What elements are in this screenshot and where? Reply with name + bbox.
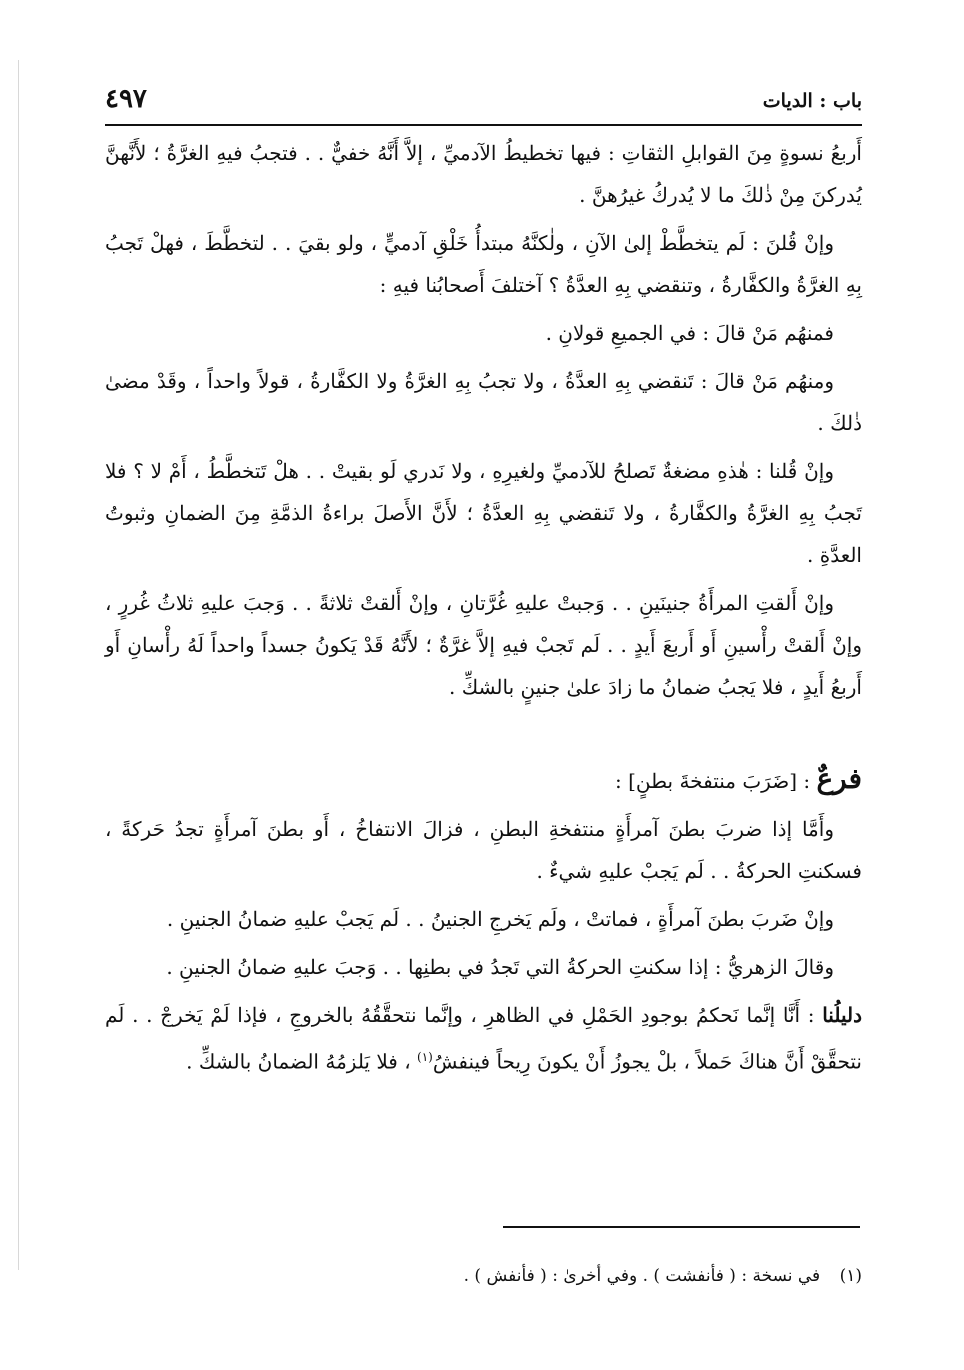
page-header	[105, 84, 862, 120]
page-number: ٤٩٧	[105, 84, 147, 114]
page-edge-line	[18, 60, 19, 1270]
paragraph-10-text-b: ، فلا يَلزمُهُ الضمانُ بالشكِّ .	[186, 1049, 418, 1074]
footnote-reference[interactable]: (١)	[417, 1050, 433, 1064]
paragraph-5: وإنْ قُلنا : هٰذهِ مضغةٌ تَصلحُ للآدميِّ ولغيرِهِ ، ولا نَدري لَو بقيتْ . . هلْ تَتخطَّطُ ، أَمْ لا ؟ فلا تَجبُ بِهِ الغرَّةُ والكفَّارةُ ، ولا تَنقضي بِهِ العدَّةُ ؛ لأَنَّ الأَصلَ براءةُ الذمَّةِ مِنَ الضمانِ وثبوتُ العدَّةِ .	[105, 459, 862, 567]
paragraph-6: وإنْ أَلقتِ المرأَةُ جنينَينِ . . وَجبتْ عليهِ غُرَّتانِ ، وإنْ أَلقتْ ثلاثةً . . وَجبَ عليهِ ثلاثُ غُررٍ ، وإنْ أَلقتْ رأْسينِ أَو أَربعَ أَيدٍ . . لَم تَجبْ فيهِ إلاَّ غرَّةٌ ؛ لأَنَّهُ قَدْ يَكونُ جسداً واحداً لَهُ رأْسانِ أَو أَربعُ أَيدٍ ، فلا يَجبُ ضمانُ ما زادَ علىٰ جنينٍ بالشكِّ .	[105, 591, 862, 699]
section-gap	[105, 714, 862, 758]
running-title: باب : الديات	[762, 90, 862, 112]
footnote-rule	[503, 1226, 860, 1228]
footnote-number: (١)	[839, 1266, 862, 1286]
paragraph-8: وإنْ ضَربَ بطنَ آمرأَةٍ ، فماتتْ ، ولَم يَخرجِ الجنينُ . . لَم يَجبْ عليهِ ضمانُ الجنينِ .	[166, 907, 834, 931]
paragraph-2: وإنْ قُلنَ : لَم يتخطَّطْ إلىٰ الآنِ ، ولٰكنَّهُ مبتدأُ خَلْقِ آدميٍّ ، ولو بقيَ . . لتخطَّطَ ، فهلْ تَجبُ بِهِ الغرَّةُ والكفَّارةُ ، وتنقضي بِهِ العدَّةُ ؟ آختلفَ أَصحابُنا فيهِ :	[105, 231, 862, 297]
header-rule	[105, 124, 862, 126]
paragraph-7: وأَمَّا إذا ضربَ بطنَ آمرأَةٍ منتفخةِ البطنِ ، فزالَ الانتفاخُ ، أَو بطنَ آمرأَةٍ تجدُ حَركةً ، فسكنتِ الحركةُ . . لَم يَجبْ عليهِ شيءٌ .	[105, 817, 862, 883]
dalil-label: دليلُنا	[822, 1003, 862, 1027]
footnote-text: في نسخة : ( فأنفشت ) . وفي أخرىٰ : ( فأنفش ) .	[463, 1266, 821, 1286]
section-heading	[105, 758, 862, 802]
section-heading-word: فرعٌ	[816, 762, 862, 795]
paragraph-3: فمنهُم مَنْ قالَ : في الجميعِ قولانِ .	[545, 321, 834, 345]
paragraph-10	[105, 994, 862, 1083]
footnote	[105, 1262, 862, 1290]
section-heading-title: : [ضَرَبَ منتفخةَ بطنٍ] :	[615, 769, 817, 793]
paragraph-1: أَربعُ نسوةٍ مِنَ القوابلِ الثقاتِ : فيها تخطيطُ الآدميِّ ، إلاَّ أَنَّهُ خفيٌّ . . فتجبُ فيهِ الغرَّةُ ؛ لأَنَّهنَّ يُدركنَ مِنْ ذٰلكَ ما لا يُدركُ غيرُهنَّ .	[105, 141, 862, 207]
paragraph-4: ومنهُم مَنْ قالَ : تَنقضي بِهِ العدَّةُ ، ولا تجبُ بِهِ الغرَّةُ ولا الكفَّارةُ ، قولاً واحداً ، وقَدْ مضىٰ ذٰلكَ .	[105, 369, 862, 435]
paragraph-10-text-a: : أَنَّا إنَّما نَحكمُ بوجودِ الحَمْلِ في الظاهرِ ، وإنَّما نتحقَّقُهُ بالخروجِ ، فإذا لَمْ يَخرجْ . . لَم نتحقَّقْ أَنَّ هناكَ حَملاً ، بلْ يجوزُ أَنْ يكونَ رِيحاً فينفشُ	[105, 1003, 862, 1074]
main-text	[105, 132, 862, 1089]
paragraph-9: وقالَ الزهريُّ : إذا سكنتِ الحركةُ التي تَجدُ في بطنِها . . وَجبَ عليهِ ضمانُ الجنينِ .	[166, 955, 834, 979]
